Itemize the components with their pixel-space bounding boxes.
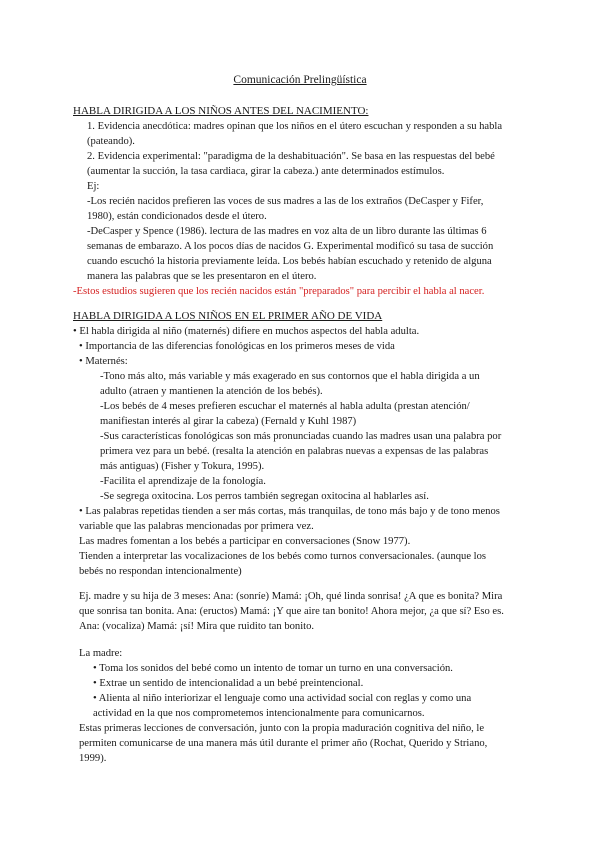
- section1-line: cuando escuchó la historia previamente leída. Los bebés habían escuchado y retenido de alguna: [87, 256, 492, 267]
- maternes-line: -Sus características fonológicas son más pronunciadas cuando las madres usan una palabra por: [100, 431, 502, 442]
- section1-line: -DeCasper y Spence (1986). lectura de las madres en voz alta de un libro durante las últimas 6: [87, 226, 487, 237]
- maternes-line: -Tono más alto, más variable y más exagerado en sus contornos que el habla dirigida a un: [100, 371, 480, 382]
- maternes-line: -Facilita el aprendizaje de la fonología.: [100, 476, 266, 487]
- paragraph-line: Tienden a interpretar las vocalizaciones de los bebés como turnos conversacionales. (aunque los: [79, 551, 487, 562]
- maternes-line: manifiestan interés al girar la cabeza) (Fernald y Kuhl 1987): [100, 416, 357, 427]
- madre-item: • Toma los sonidos del bebé como un intento de tomar un turno en una conversación.: [93, 663, 453, 674]
- maternes-line: adulto (atraen y mantienen la atención de los bebés).: [100, 386, 323, 397]
- example-line: Ana: (vocaliza) Mamá: ¡sí! Mira que ruidito tan bonito.: [79, 621, 315, 632]
- section1-line: 1980), están condicionados desde el útero.: [87, 211, 267, 222]
- madre-label: La madre:: [79, 648, 123, 659]
- bullet-item: • El habla dirigida al niño (maternés) difiere en muchos aspectos del habla adulta.: [73, 326, 420, 337]
- section1-line: semanas de embarazo. A los pocos días de nacidos G. Experimental modificó su tasa de succión: [87, 241, 494, 252]
- madre-item-continuation: actividad en la que nos comprometemos intencionalmente para comunicarnos.: [93, 708, 425, 719]
- section1-line: manera las palabras que se les presentaron en el útero.: [87, 271, 317, 282]
- section1-line: (aumentar la succión, la tasa cardiaca, girar la cabeza.) ante determinados estímulos.: [87, 166, 445, 177]
- maternes-line: más antiguas) (Fisher y Tokura, 1995).: [100, 461, 265, 472]
- section1-heading: HABLA DIRIGIDA A LOS NIÑOS ANTES DEL NACIMIENTO:: [73, 105, 369, 117]
- maternes-line: -Se segrega oxitocina. Los perros también segregan oxitocina al hablarles así.: [100, 491, 429, 502]
- example-line: Ej. madre y su hija de 3 meses: Ana: (sonríe) Mamá: ¡Oh, qué linda sonrisa! ¿A que es bonita? Mira: [79, 591, 503, 602]
- closing-line: permiten comunicarse de una manera más útil durante el primer año (Rochat, Querido y Striano,: [79, 738, 488, 749]
- section1-line: Ej:: [87, 181, 100, 192]
- section1-note: -Estos estudios sugieren que los recién nacidos están "preparados" para percibir el habla al nacer.: [73, 286, 485, 297]
- bullet-item: • Maternés:: [79, 356, 128, 367]
- section2-heading: HABLA DIRIGIDA A LOS NIÑOS EN EL PRIMER AÑO DE VIDA: [73, 310, 383, 322]
- madre-item: • Alienta al niño interiorizar el lenguaje como una actividad social con reglas y como una: [93, 693, 472, 704]
- closing-line: 1999).: [79, 753, 107, 764]
- section1-line: 2. Evidencia experimental: "paradigma de la deshabituación". Se basa en las respuestas del bebé: [87, 151, 495, 162]
- madre-item: • Extrae un sentido de intencionalidad a un bebé preintencional.: [93, 678, 364, 689]
- bullet-item: • Importancia de las diferencias fonológicas en los primeros meses de vida: [79, 341, 395, 352]
- bullet-item: • Las palabras repetidas tienden a ser más cortas, más tranquilas, de tono más bajo y de tono menos: [79, 506, 500, 517]
- section1-line: 1. Evidencia anecdótica: madres opinan que los niños en el útero escuchan y responden a su habla: [87, 121, 503, 132]
- paragraph-line: bebés no respondan intencionalmente): [79, 566, 242, 577]
- maternes-line: primera vez para un bebé. (resalta la atención en palabras nuevas a expensas de las palabras: [100, 446, 489, 457]
- paragraph-line: Las madres fomentan a los bebés a participar en conversaciones (Snow 1977).: [79, 536, 411, 547]
- maternes-line: -Los bebés de 4 meses prefieren escuchar el maternés al habla adulta (prestan atención/: [100, 401, 470, 412]
- section1-line: -Los recién nacidos prefieren las voces de sus madres a las de los extraños (DeCasper y Fifer,: [87, 196, 484, 207]
- example-line: que sonrisa tan bonita. Ana: (eructos) Mamá: ¡Y que aire tan bonito! Ahora mejor, ¿a que sí? Eso es.: [79, 606, 504, 617]
- bullet-item-continuation: variable que las palabras mencionadas por primera vez.: [79, 521, 314, 532]
- section1-line: (pateando).: [87, 136, 135, 147]
- document-title: Comunicación Prelingüística: [233, 74, 367, 86]
- closing-line: Estas primeras lecciones de conversación, junto con la propia maduración cognitiva del niño, le: [79, 723, 485, 734]
